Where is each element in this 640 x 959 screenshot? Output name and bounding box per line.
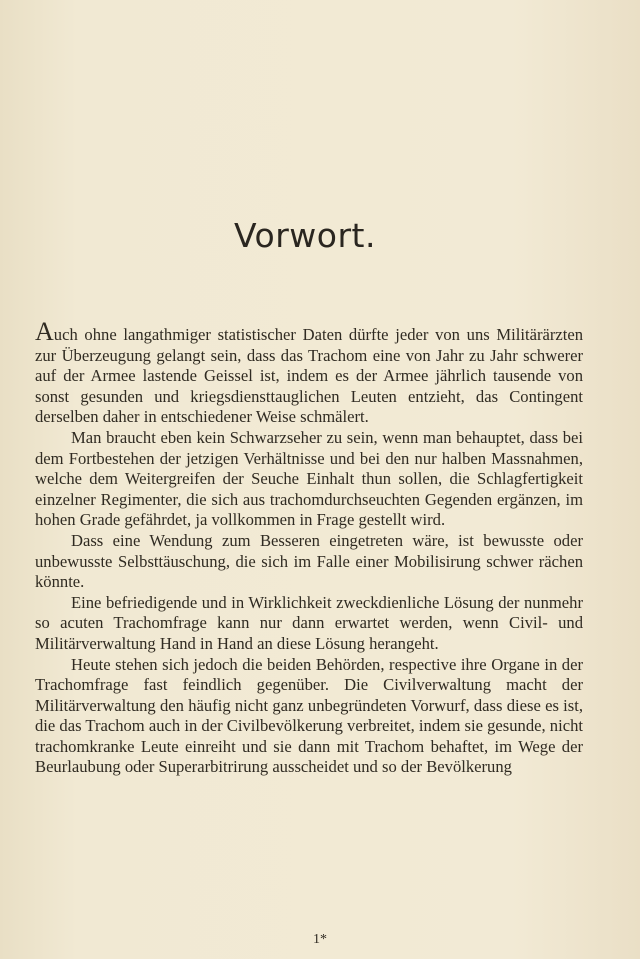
paragraph-5: Heute stehen sich jedoch die beiden Behörden, respective ihre Organe in der Trachomfrage fast feindlich gegenüber. Die Civilverwaltung macht der Militärverwaltung den häufig nicht ganz unbegründeten Vorwurf, dass diese es ist, die das Trachom auch in der Civilbevölkerung verbreitet, indem sie gesunde, nicht trachomkranke Leute einreiht und sie dann mit Trachom behaftet, im Wege der Beurlaubung oder Superarbitrirung ausscheidet und so der Bevölkerung	[35, 654, 583, 777]
paragraph-1	[35, 317, 583, 428]
paragraph-2: Man braucht eben kein Schwarzseher zu sein, wenn man behauptet, dass bei dem Fortbestehen der jetzigen Verhältnisse und bei den nur halben Massnahmen, welche dem Weitergreifen der Seuche Einhalt thun sollen, die Schlagfertigkeit einzelner Regimenter, die sich aus trachomdurchseuchten Gegenden ergänzen, im hohen Grade gefährdet, ja vollkommen in Frage gestellt wird.	[35, 427, 583, 530]
page-title: Vorwort.	[234, 216, 376, 255]
preface-body	[35, 317, 583, 778]
signature-mark-text: 1*	[313, 932, 327, 947]
paragraph-4: Eine befriedigende und in Wirklichkeit zweckdienliche Lösung der nunmehr so acuten Trachomfrage kann nur dann erwartet werden, wenn Civil- und Militärverwaltung Hand in Hand an diese Lösung herangeht.	[35, 592, 583, 653]
signature-mark	[0, 932, 640, 948]
paragraph-3: Dass eine Wendung zum Besseren eingetreten wäre, ist bewusste oder unbewusste Selbsttäuschung, die sich im Falle einer Mobilisirung schwer rächen könnte.	[35, 530, 583, 592]
initial-letter: A	[35, 317, 54, 346]
paragraph-1-text: uch ohne langathmiger statistischer Daten dürfte jeder von uns Militärärzten zur Überzeugung gelangt sein, dass das Trachom eine von Jahr zu Jahr schwerer auf der Armee lastende Geissel ist, indem es der Armee jährlich tausende von sonst gesunden und kriegsdiensttauglichen Leuten entzieht, das Contingent derselben daher in entschiedener Weise schmälert.	[35, 325, 583, 427]
